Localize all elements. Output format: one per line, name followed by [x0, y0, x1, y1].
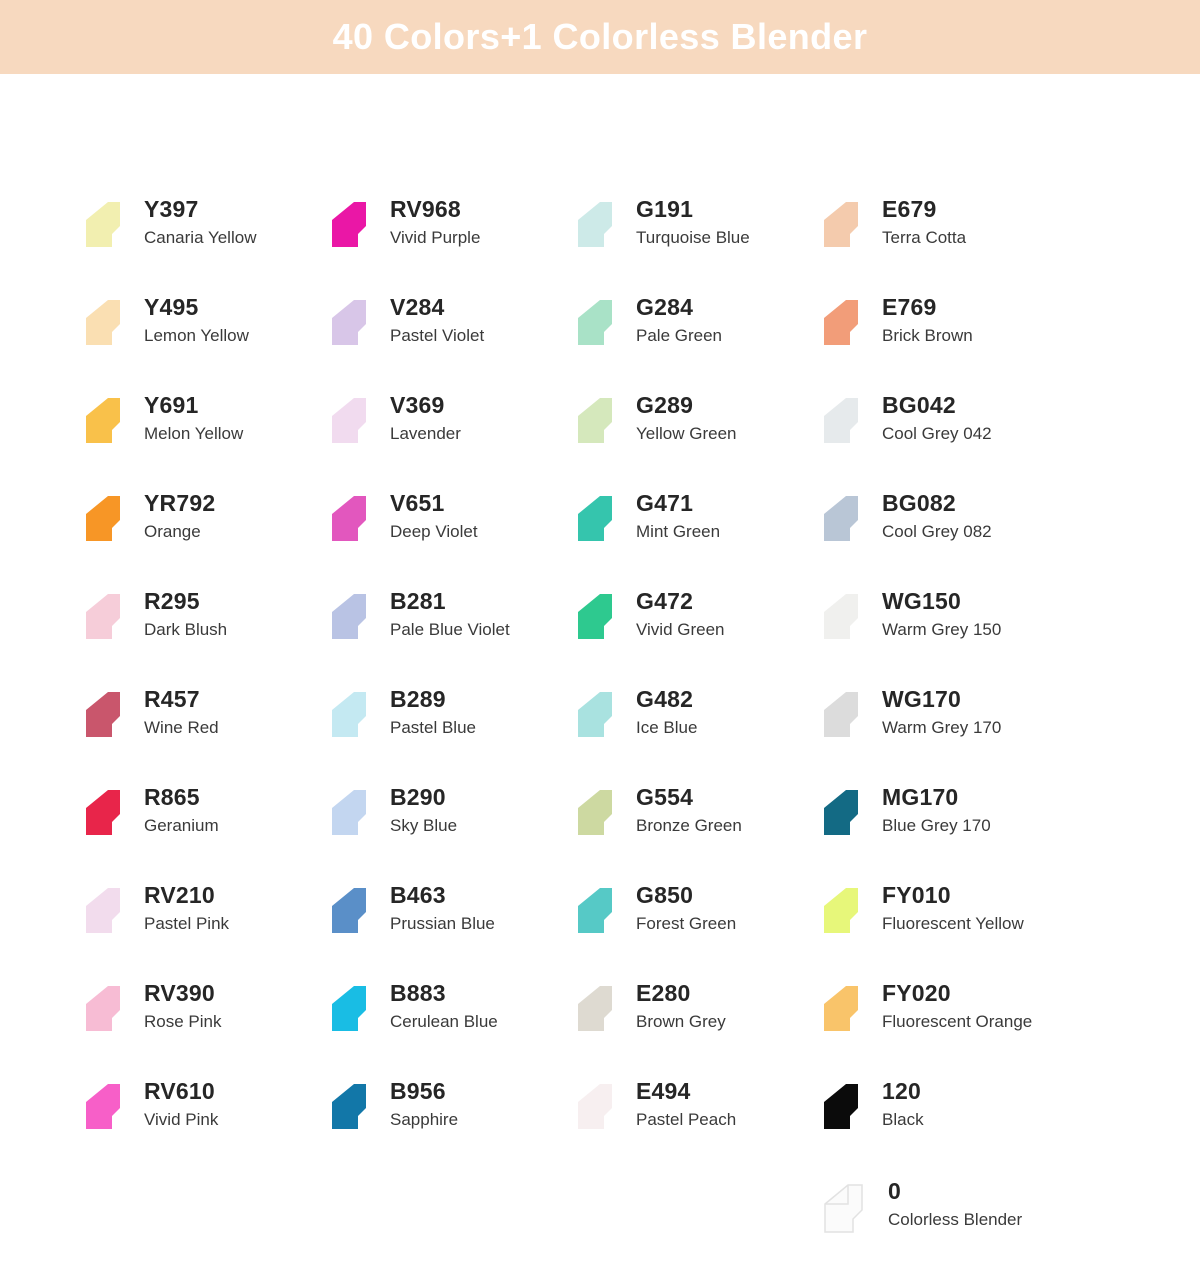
marker-nib-icon: [574, 690, 624, 738]
swatch-code: G191: [636, 196, 694, 222]
swatch-item: [82, 1078, 328, 1176]
swatch-item: [82, 784, 328, 882]
marker-nib-icon: [574, 788, 624, 836]
swatch-name: Pastel Peach: [636, 1110, 737, 1129]
swatch-labels: [882, 490, 992, 544]
swatch-name: Colorless Blender: [888, 1210, 1023, 1229]
swatch-code: G850: [636, 882, 694, 908]
marker-nib-icon: [328, 984, 378, 1032]
swatch-name: Orange: [144, 522, 201, 541]
swatch-item: [82, 294, 328, 392]
marker-nib-icon: [820, 494, 870, 542]
swatch-labels: [144, 686, 219, 740]
swatch-code: Y495: [144, 294, 199, 320]
swatch-item: [82, 980, 328, 1078]
swatch-labels: [888, 1178, 1022, 1232]
swatch-labels: [390, 196, 480, 250]
swatch-item: [82, 882, 328, 980]
swatch-labels: [882, 588, 1001, 642]
page-header: [0, 0, 1200, 74]
marker-nib-icon: [82, 886, 132, 934]
marker-nib-icon: [82, 690, 132, 738]
swatch-labels: [390, 392, 461, 446]
marker-nib-icon: [82, 788, 132, 836]
swatch-name: Forest Green: [636, 914, 737, 933]
swatch-item: [328, 588, 574, 686]
swatch-name: Wine Red: [144, 718, 219, 737]
swatch-labels: [144, 196, 256, 250]
marker-nib-icon: [82, 1082, 132, 1130]
swatch-name: Dark Blush: [144, 620, 228, 639]
swatch-code: B289: [390, 686, 446, 712]
swatch-name: Warm Grey 150: [882, 620, 1002, 639]
swatch-labels: [636, 980, 726, 1034]
swatch-code: R865: [144, 784, 200, 810]
swatch-name: Pale Blue Violet: [390, 620, 510, 639]
swatch-code: RV610: [144, 1078, 215, 1104]
swatch-code: R295: [144, 588, 200, 614]
swatch-labels: [636, 490, 720, 544]
swatch-item-blender: [820, 1178, 1200, 1234]
swatch-name: Cool Grey 082: [882, 522, 992, 541]
swatch-labels: [882, 1078, 924, 1132]
swatch-code: G554: [636, 784, 694, 810]
swatch-item: [328, 882, 574, 980]
swatch-name: Pastel Pink: [144, 914, 230, 933]
swatch-labels: [882, 882, 1024, 936]
swatch-code: R457: [144, 686, 200, 712]
swatch-name: Vivid Pink: [144, 1110, 219, 1129]
swatch-name: Yellow Green: [636, 424, 737, 443]
swatch-item: [820, 784, 1110, 882]
swatch-item: [820, 588, 1110, 686]
marker-nib-icon: [820, 1182, 876, 1234]
swatch-labels: [144, 490, 215, 544]
swatch-name: Geranium: [144, 816, 219, 835]
swatch-name: Prussian Blue: [390, 914, 495, 933]
marker-nib-icon: [328, 396, 378, 444]
swatch-code: B463: [390, 882, 446, 908]
swatch-item: [574, 686, 820, 784]
swatch-labels: [144, 588, 227, 642]
swatch-item: [82, 686, 328, 784]
swatch-labels: [882, 784, 991, 838]
swatch-item: [820, 392, 1110, 490]
swatch-code: Y397: [144, 196, 199, 222]
swatch-name: Ice Blue: [636, 718, 698, 737]
marker-nib-icon: [820, 1082, 870, 1130]
swatch-name: Sapphire: [390, 1110, 459, 1129]
blender-row: [0, 1178, 1200, 1234]
swatch-item: [574, 294, 820, 392]
swatch-code: 0: [888, 1178, 901, 1204]
swatch-name: Lavender: [390, 424, 461, 443]
swatch-name: Cerulean Blue: [390, 1012, 498, 1031]
swatch-name: Melon Yellow: [144, 424, 244, 443]
swatch-code: G472: [636, 588, 694, 614]
swatch-labels: [144, 392, 243, 446]
page-title: 40 Colors+1 Colorless Blender: [332, 16, 868, 57]
swatch-item: [328, 980, 574, 1078]
swatch-item: [328, 1078, 574, 1176]
marker-nib-icon: [820, 886, 870, 934]
swatch-code: 120: [882, 1078, 921, 1104]
swatch-code: WG170: [882, 686, 961, 712]
swatch-code: G471: [636, 490, 694, 516]
swatch-labels: [636, 882, 736, 936]
swatch-item: [328, 784, 574, 882]
swatch-labels: [144, 980, 221, 1034]
swatch-item: [574, 588, 820, 686]
swatch-name: Terra Cotta: [882, 228, 967, 247]
marker-nib-icon: [82, 200, 132, 248]
swatch-labels: [882, 294, 973, 348]
swatch-item: [820, 1078, 1110, 1176]
swatch-labels: [636, 588, 725, 642]
marker-nib-icon: [82, 984, 132, 1032]
swatch-code: RV390: [144, 980, 215, 1006]
swatch-labels: [144, 1078, 218, 1132]
marker-nib-icon: [328, 886, 378, 934]
swatch-item: [328, 294, 574, 392]
swatch-code: G284: [636, 294, 694, 320]
swatch-item: [82, 490, 328, 588]
swatch-code: E769: [882, 294, 937, 320]
color-swatch-grid: [0, 196, 1200, 1176]
swatch-labels: [882, 392, 992, 446]
swatch-code: B290: [390, 784, 446, 810]
swatch-labels: [390, 784, 457, 838]
marker-nib-icon: [82, 494, 132, 542]
swatch-item: [820, 686, 1110, 784]
marker-nib-icon: [328, 592, 378, 640]
marker-nib-icon: [574, 1082, 624, 1130]
swatch-name: Lemon Yellow: [144, 326, 249, 345]
swatch-labels: [636, 392, 737, 446]
swatch-name: Sky Blue: [390, 816, 458, 835]
swatch-item: [574, 1078, 820, 1176]
swatch-name: Pale Green: [636, 326, 722, 345]
swatch-labels: [390, 882, 495, 936]
marker-nib-icon: [820, 592, 870, 640]
swatch-code: FY010: [882, 882, 951, 908]
marker-nib-icon: [82, 592, 132, 640]
swatch-code: B956: [390, 1078, 446, 1104]
swatch-name: Deep Violet: [390, 522, 478, 541]
marker-nib-icon: [820, 690, 870, 738]
swatch-labels: [636, 1078, 736, 1132]
swatch-code: G482: [636, 686, 694, 712]
marker-nib-icon: [574, 886, 624, 934]
marker-nib-icon: [820, 200, 870, 248]
swatch-code: BG082: [882, 490, 956, 516]
swatch-code: RV968: [390, 196, 461, 222]
swatch-name: Warm Grey 170: [882, 718, 1002, 737]
swatch-name: Vivid Purple: [390, 228, 481, 247]
swatch-code: V369: [390, 392, 445, 418]
swatch-labels: [636, 784, 742, 838]
marker-nib-icon: [328, 1082, 378, 1130]
swatch-labels: [636, 294, 722, 348]
swatch-item: [574, 784, 820, 882]
marker-nib-icon: [820, 984, 870, 1032]
swatch-item: [328, 196, 574, 294]
swatch-code: B281: [390, 588, 446, 614]
swatch-name: Bronze Green: [636, 816, 742, 835]
swatch-name: Turquoise Blue: [636, 228, 750, 247]
swatch-name: Fluorescent Yellow: [882, 914, 1024, 933]
swatch-item: [820, 980, 1110, 1078]
swatch-labels: [390, 1078, 458, 1132]
marker-nib-icon: [82, 298, 132, 346]
swatch-item: [820, 882, 1110, 980]
swatch-item: [82, 392, 328, 490]
swatch-labels: [144, 784, 219, 838]
swatch-item: [328, 490, 574, 588]
swatch-item: [82, 196, 328, 294]
swatch-code: BG042: [882, 392, 956, 418]
swatch-code: V651: [390, 490, 445, 516]
marker-nib-icon: [574, 494, 624, 542]
swatch-name: Brown Grey: [636, 1012, 726, 1031]
swatch-name: Rose Pink: [144, 1012, 222, 1031]
swatch-labels: [390, 294, 484, 348]
marker-nib-icon: [574, 592, 624, 640]
swatch-name: Pastel Violet: [390, 326, 485, 345]
swatch-item: [574, 490, 820, 588]
swatch-name: Black: [882, 1110, 924, 1129]
swatch-labels: [636, 686, 697, 740]
swatch-labels: [882, 196, 966, 250]
swatch-labels: [882, 686, 1001, 740]
swatch-item: [82, 588, 328, 686]
swatch-name: Brick Brown: [882, 326, 973, 345]
swatch-labels: [882, 980, 1032, 1034]
swatch-code: FY020: [882, 980, 951, 1006]
swatch-name: Pastel Blue: [390, 718, 476, 737]
swatch-name: Fluorescent Orange: [882, 1012, 1033, 1031]
swatch-name: Blue Grey 170: [882, 816, 991, 835]
marker-nib-icon: [328, 298, 378, 346]
marker-nib-icon: [820, 788, 870, 836]
swatch-item: [574, 392, 820, 490]
swatch-code: Y691: [144, 392, 199, 418]
swatch-labels: [144, 294, 249, 348]
marker-nib-icon: [574, 200, 624, 248]
swatch-code: RV210: [144, 882, 215, 908]
swatch-item: [574, 882, 820, 980]
swatch-code: E494: [636, 1078, 691, 1104]
marker-nib-icon: [328, 788, 378, 836]
marker-nib-icon: [574, 984, 624, 1032]
marker-nib-icon: [574, 298, 624, 346]
marker-nib-icon: [820, 298, 870, 346]
marker-nib-icon: [328, 690, 378, 738]
swatch-labels: [390, 588, 510, 642]
swatch-code: E679: [882, 196, 937, 222]
swatch-item: [820, 490, 1110, 588]
swatch-name: Mint Green: [636, 522, 721, 541]
swatch-item: [328, 392, 574, 490]
swatch-item: [574, 980, 820, 1078]
marker-nib-icon: [328, 494, 378, 542]
marker-nib-icon: [820, 396, 870, 444]
swatch-code: WG150: [882, 588, 961, 614]
swatch-labels: [144, 882, 229, 936]
swatch-item: [328, 686, 574, 784]
swatch-item: [820, 196, 1110, 294]
swatch-code: MG170: [882, 784, 959, 810]
marker-nib-icon: [328, 200, 378, 248]
swatch-code: YR792: [144, 490, 216, 516]
marker-nib-icon: [574, 396, 624, 444]
swatch-labels: [636, 196, 750, 250]
swatch-code: B883: [390, 980, 446, 1006]
swatch-labels: [390, 980, 498, 1034]
swatch-labels: [390, 490, 478, 544]
swatch-item: [820, 294, 1110, 392]
swatch-code: V284: [390, 294, 445, 320]
swatch-item: [574, 196, 820, 294]
swatch-code: G289: [636, 392, 694, 418]
swatch-code: E280: [636, 980, 691, 1006]
swatch-name: Canaria Yellow: [144, 228, 257, 247]
marker-nib-icon: [82, 396, 132, 444]
swatch-name: Vivid Green: [636, 620, 725, 639]
swatch-labels: [390, 686, 476, 740]
swatch-name: Cool Grey 042: [882, 424, 992, 443]
